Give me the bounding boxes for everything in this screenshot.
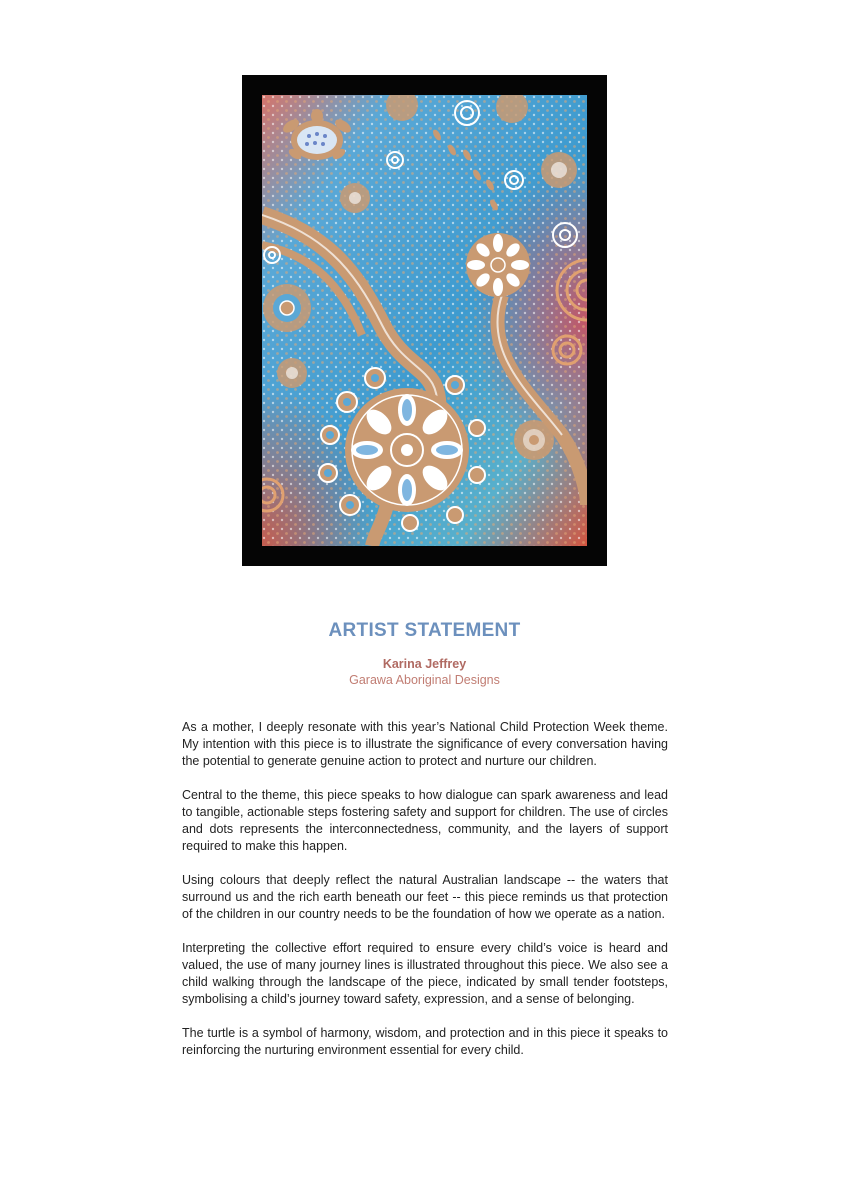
statement-paragraph-2: Central to the theme, this piece speaks to how dialogue can spark awareness and lead to tangible, actionable steps fostering safety and support for children. The use of circles and dots represents the interconnectedness, community, and the layers of support required to make this happen. bbox=[182, 788, 668, 853]
artist-name: Karina Jeffrey bbox=[382, 657, 467, 671]
statement-paragraph-5: The turtle is a symbol of harmony, wisdom, and protection and in this piece it speaks to reinforcing the nurturing environment essential for every child. bbox=[182, 1026, 668, 1057]
aboriginal-dot-painting-art bbox=[262, 95, 587, 546]
page-title: ARTIST STATEMENT bbox=[328, 620, 521, 641]
statement-paragraph-3: Using colours that deeply reflect the natural Australian landscape -- the waters that surround us and the rich earth beneath our feet -- this piece reminds us that protection of the children in our country needs to be the foundation of how we operate as a nation. bbox=[182, 873, 668, 921]
statement-body bbox=[182, 719, 668, 1076]
artwork-painting bbox=[262, 95, 587, 546]
statement-paragraph-1: As a mother, I deeply resonate with this year’s National Child Protection Week theme. My intention with this piece is to illustrate the significance of every conversation having the potential to generate genuine action to protect and nurture our children. bbox=[182, 720, 668, 768]
artwork-frame bbox=[242, 75, 607, 566]
statement-paragraph-4: Interpreting the collective effort required to ensure every child’s voice is heard and valued, the use of many journey lines is illustrated throughout this piece. We also see a child walking through the landscape of the piece, indicated by small tender footsteps, symbolising a child’s journey toward safety, expression, and a sense of belonging. bbox=[182, 941, 668, 1006]
artist-organisation: Garawa Aboriginal Designs bbox=[349, 673, 500, 687]
